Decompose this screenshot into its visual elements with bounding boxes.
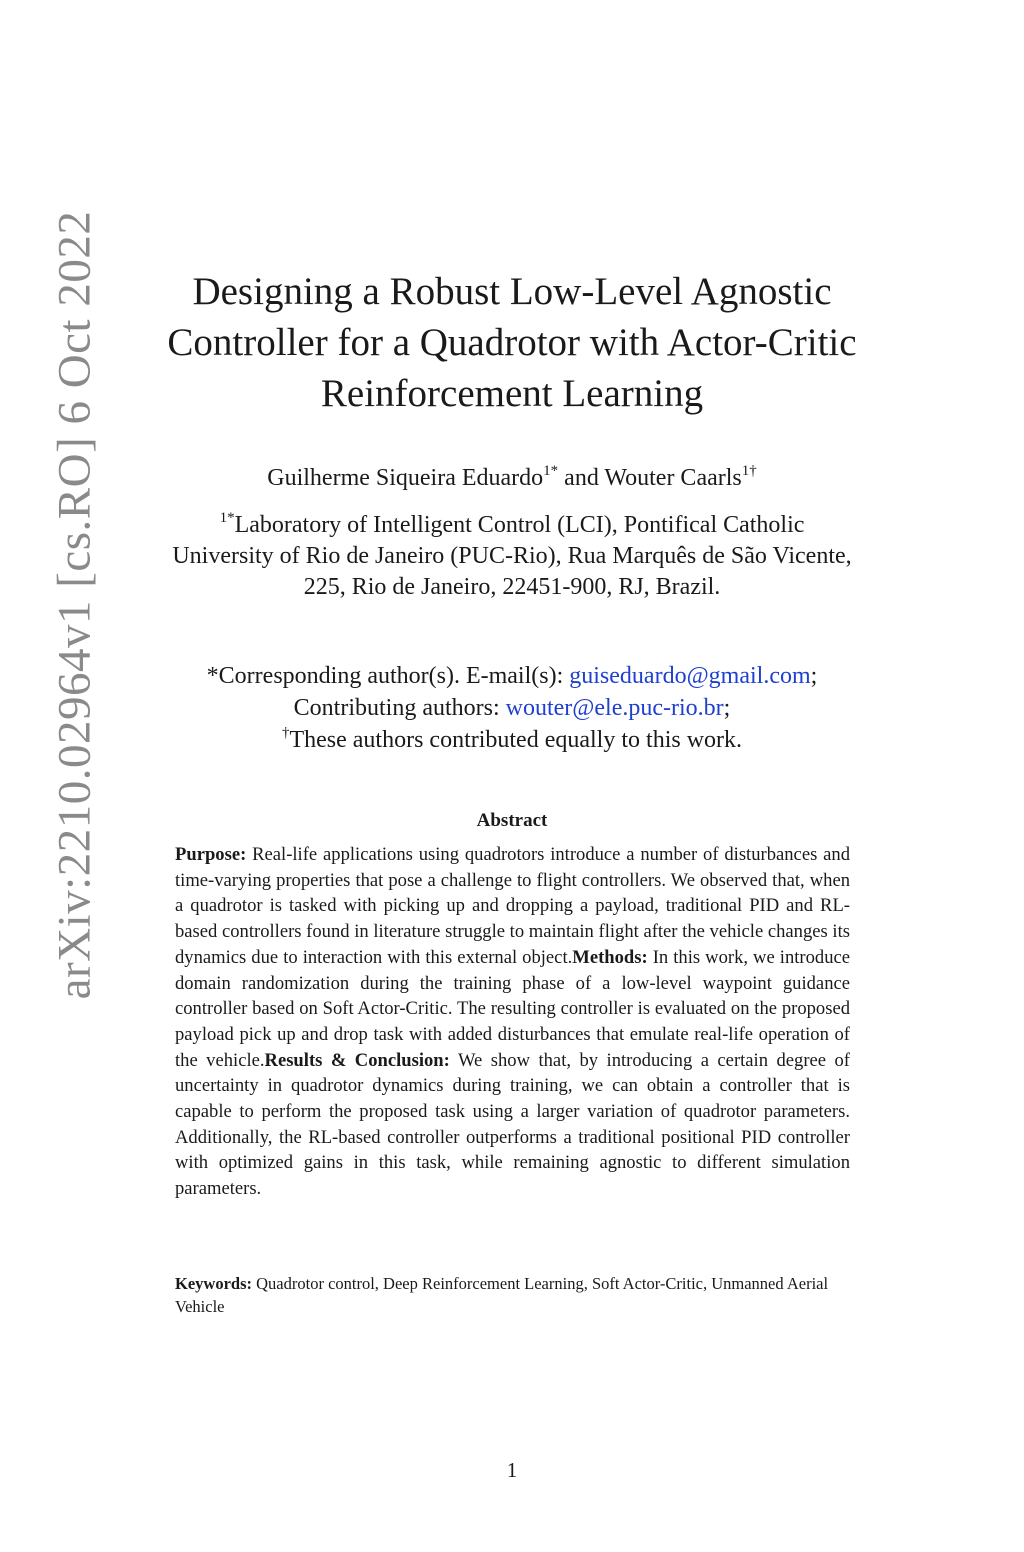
correspondence-block [120,660,904,756]
arxiv-identifier-text: arXiv:2210.02964v1 [cs.RO] 6 Oct 2022 [48,210,100,1000]
separator: ; [810,663,818,689]
affiliation-text: Laboratory of Intelligent Control (LCI), Pontifical Catholic [234,512,805,538]
affiliation-mark: 1* [219,510,235,526]
affiliation-block [120,510,904,603]
purpose-text: Real-life applications using quadrotors introduce a number of disturbances and time-varying properties that pose a challenge to flight controllers. We observed that, when a quadrotor is tasked with picking up and dropping a payload, traditional PID and RL-based controllers found in literature struggle to maintain flight after the vehicle changes its dynamics due to interaction with this external object. [175,844,850,968]
affiliation-line: University of Rio de Janeiro (PUC-Rio), Rua Marquês de São Vicente, [172,543,852,569]
methods-text: In this work, we introduce domain randomization during the training phase of a low-level waypoint guidance controller based on Soft Actor-Critic. The resulting controller is evaluated on the proposed payload pick up and drop task with added disturbances that emulate real-life operation of the vehicle. [175,946,850,1071]
corresponding-author-line [120,660,904,692]
abstract-body [175,842,850,1202]
corresponding-label: *Corresponding author(s). E-mail(s): [206,663,570,689]
affiliation-line: 225, Rio de Janeiro, 22451-900, RJ, Brazil. [303,574,721,600]
title-line: Reinforcement Learning [320,372,704,415]
results-label: Results & Conclusion: [264,1049,450,1071]
keywords-block [175,1272,850,1318]
arxiv-identifier-stamp [34,210,114,1000]
author-name: Wouter Caarls [604,465,742,491]
author-connector: and [558,465,605,491]
title-line: Designing a Robust Low-Level Agnostic [192,270,832,313]
results-text: We show that, by introducing a certain degree of uncertainty in quadrotor dynamics during training, we can obtain a controller that is capable to perform the proposed task using a larger variation of quadrotor parameters. Additionally, the RL-based controller outperforms a traditional positional PID controller with optimized gains in this task, while remaining agnostic to different simulation parameters. [175,1049,850,1200]
dagger-mark: † [281,725,290,741]
purpose-label: Purpose: [175,844,247,865]
author-name: Guilherme Siqueira Eduardo [267,465,544,491]
equal-contribution-text: These authors contributed equally to this work. [289,727,743,753]
author-affiliation-mark: 1* [543,463,559,479]
keywords-label: Keywords: [175,1274,252,1293]
methods-label: Methods: [572,946,648,968]
abstract-paragraph [175,842,850,1202]
contributing-label: Contributing authors: [293,695,506,721]
page-number: 1 [506,1458,518,1482]
affiliation-line [120,510,904,541]
keywords-text: Quadrotor control, Deep Reinforcement Learning, Soft Actor-Critic, Unmanned Aerial Vehicle [175,1274,829,1316]
author-list [130,462,894,494]
contributing-author-line [120,692,904,724]
title-line: Controller for a Quadrotor with Actor-Critic [167,321,857,364]
equal-contribution-note [120,724,904,756]
separator: ; [723,695,731,721]
abstract-heading: Abstract [476,810,548,831]
paper-title [130,266,894,419]
corresponding-email-link[interactable]: guiseduardo@gmail.com [569,663,811,689]
author-affiliation-mark: 1† [741,463,757,479]
contributing-email-link[interactable]: wouter@ele.puc-rio.br [505,695,724,721]
